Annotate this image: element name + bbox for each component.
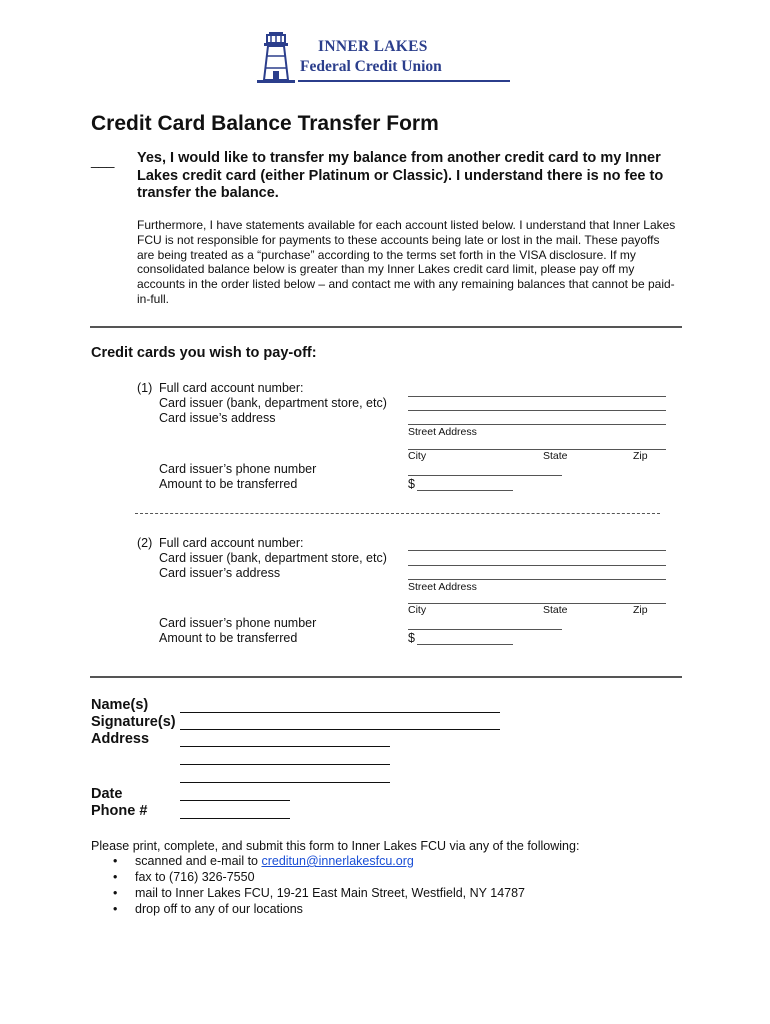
card2-street-label: Street Address: [408, 581, 477, 593]
divider: [90, 326, 682, 328]
card2-account-label: Full card account number:: [159, 536, 304, 550]
date-field[interactable]: [180, 800, 290, 801]
page-title: Credit Card Balance Transfer Form: [91, 112, 439, 135]
card-separator: [135, 513, 660, 514]
phone-field[interactable]: [180, 818, 290, 819]
list-item: • drop off to any of our locations: [113, 901, 525, 917]
card1-city-state-zip-field[interactable]: [408, 449, 666, 450]
card1-dollar: $: [408, 477, 415, 491]
logo-line1: INNER LAKES: [318, 38, 428, 55]
list-item: • mail to Inner Lakes FCU, 19-21 East Main Street, Westfield, NY 14787: [113, 885, 525, 901]
card2-issuer-label: Card issuer (bank, department store, etc): [159, 551, 387, 565]
email-link[interactable]: creditun@innerlakesfcu.org: [261, 854, 414, 868]
card2-issuer-field[interactable]: [408, 565, 666, 566]
card1-number: (1): [137, 381, 153, 395]
card2-amount-field[interactable]: [417, 644, 513, 645]
card1-issuer-field[interactable]: [408, 410, 666, 411]
card2-amount-label: Amount to be transferred: [159, 631, 298, 645]
signatures-field[interactable]: [180, 729, 500, 730]
card1-street-field[interactable]: [408, 424, 666, 425]
divider: [90, 676, 682, 678]
card2-street-field[interactable]: [408, 579, 666, 580]
card2-phone-field[interactable]: [408, 629, 562, 630]
address-field-2[interactable]: [180, 764, 390, 765]
submit-instructions: Please print, complete, and submit this form to Inner Lakes FCU via any of the following:: [91, 839, 580, 853]
card2-state-label: State: [543, 604, 568, 616]
card2-city-label: City: [408, 604, 427, 616]
list-item: [113, 853, 525, 869]
card1-phone-label: Card issuer’s phone number: [159, 462, 317, 476]
card1-street-label: Street Address: [408, 426, 477, 438]
card1-account-field[interactable]: [408, 396, 666, 397]
terms-paragraph: Furthermore, I have statements available for each account listed below. I understand that Inner Lakes FCU is not responsible for payments to these accounts being late or lost in the mail. These payoffs are being treated as a “purchase” according to the terms set forth in the VISA disclosure. If my consolidated balance below is greater than my Inner Lakes credit card limit, please pay off my accounts in the order listed below – and contact me with any remaining balances that cannot be paid-in-full.: [137, 218, 676, 306]
card1-amount-field[interactable]: [417, 490, 513, 491]
consent-checkbox-blank[interactable]: ___: [91, 152, 115, 168]
logo-line2: Federal Credit Union: [300, 58, 442, 75]
card2-account-field[interactable]: [408, 550, 666, 551]
card2-number: (2): [137, 536, 153, 550]
address-field-3[interactable]: [180, 782, 390, 783]
card2-phone-label: Card issuer’s phone number: [159, 616, 317, 630]
card1-city-label: City: [408, 450, 427, 462]
email-prefix: scanned and e-mail to: [135, 854, 262, 868]
card1-state-label: State: [543, 450, 568, 462]
card1-amount-label: Amount to be transferred: [159, 477, 298, 491]
address-label: Address: [91, 731, 150, 747]
lighthouse-logo-icon: [255, 30, 297, 88]
date-label: Date: [91, 786, 123, 802]
intro-statement: Yes, I would like to transfer my balance from another credit card to my Inner Lakes credit card (either Platinum or Classic). I understand there is no fee to transfer the balance.: [137, 150, 664, 201]
names-label: Name(s): [91, 697, 149, 713]
phone-label: Phone #: [91, 803, 148, 819]
logo-rule: [298, 80, 510, 82]
card1-zip-label: Zip: [633, 450, 648, 462]
signatures-label: Signature(s): [91, 714, 176, 730]
card1-address-label: Card issue’s address: [159, 411, 276, 425]
section-heading: Credit cards you wish to pay-off:: [91, 345, 317, 361]
card1-account-label: Full card account number:: [159, 381, 304, 395]
address-field-1[interactable]: [180, 746, 390, 747]
card2-address-label: Card issuer’s address: [159, 566, 281, 580]
card1-phone-field[interactable]: [408, 475, 562, 476]
names-field[interactable]: [180, 712, 500, 713]
card1-issuer-label: Card issuer (bank, department store, etc): [159, 396, 387, 410]
card2-city-state-zip-field[interactable]: [408, 603, 666, 604]
submit-methods-list: [113, 853, 525, 917]
card2-zip-label: Zip: [633, 604, 648, 616]
card2-dollar: $: [408, 631, 415, 645]
list-item: • fax to (716) 326-7550: [113, 869, 525, 885]
